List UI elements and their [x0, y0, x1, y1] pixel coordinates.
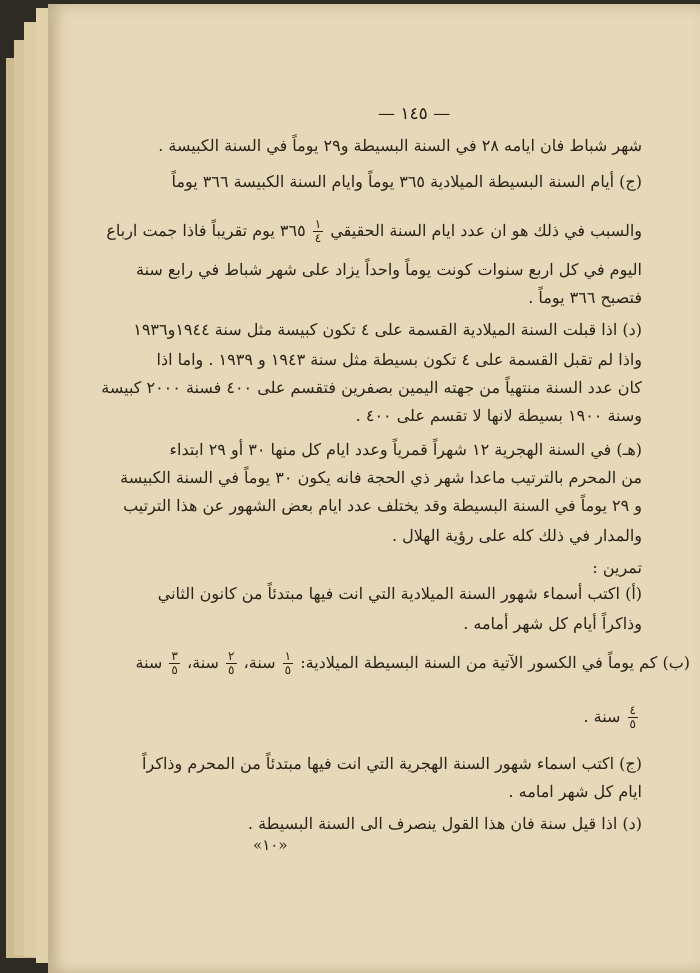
text-line: (د) اذا قيل سنة فان هذا القول ينصرف الى السنة البسيطة . — [247, 814, 642, 833]
text-line — [136, 650, 690, 677]
text-line: و ٢٩ يوماً في السنة البسيطة وقد يختلف عدد ايام بعض الشهور عن هذا الترتيب — [123, 496, 642, 515]
page-number: — ١٤٥ — — [378, 104, 451, 124]
fraction-2-5: $\frac{٢}{٥}$ — [228, 649, 235, 677]
fraction-3-5: $\frac{٣}{٥}$ — [171, 649, 178, 677]
fraction-quarter: $\frac{١}{٤}$ — [314, 217, 322, 245]
text-line: فتصبح ٣٦٦ يوماً . — [528, 288, 642, 307]
text-line: (أ) اكتب أسماء شهور السنة الميلادية التي انت فيها مبتدئاً من كانون الثاني — [157, 584, 642, 603]
text-line: واذا لم تقبل القسمة على ٤ تكون بسيطة مثل سنة ١٩٤٣ و ١٩٣٩ . واما اذا — [156, 350, 642, 369]
signature-mark: «١٠» — [253, 836, 288, 854]
text-line: وسنة ١٩٠٠ بسيطة لانها لا تقسم على ٤٠٠ . — [355, 406, 642, 425]
text-line: شهر شباط فان ايامه ٢٨ في السنة البسيطة و٢٩ يوماً في السنة الكبيسة . — [158, 136, 642, 155]
text-segment: ٣٦٥ يوم تقريباً فاذا جمت ارباع — [106, 221, 306, 240]
text-line: (ج) اكتب اسماء شهور السنة الهجرية التي انت فيها مبتدئاً من المحرم وذاكراً — [142, 754, 642, 773]
text-segment: سنة، — [186, 653, 219, 672]
text-line: ايام كل شهر امامه . — [508, 782, 642, 801]
text-line: (ج) أيام السنة البسيطة الميلادية ٣٦٥ يوماً وايام السنة الكبيسة ٣٦٦ يوماً — [171, 172, 642, 191]
book-page — [48, 4, 700, 973]
text-line: (هـ) في السنة الهجرية ١٢ شهراً قمرياً وعدد ايام كل منها ٣٠ أو ٢٩ ابتداء — [169, 440, 642, 459]
fraction-1-5: $\frac{١}{٥}$ — [284, 649, 292, 677]
exercise-heading: تمرين : — [592, 558, 642, 577]
text-line: (د) اذا قبلت السنة الميلادية القسمة على ٤ تكون كبيسة مثل سنة ١٩٤٤و١٩٣٦ — [133, 320, 642, 339]
text-line: من المحرم بالترتيب ماعدا شهر ذي الحجة فانه يكون ٣٠ يوماً في السنة الكبيسة — [120, 468, 642, 487]
text-line — [583, 704, 640, 731]
text-segment: سنة — [135, 653, 163, 672]
text-line: اليوم في كل اربع سنوات كونت يوماً واحداً يزاد على شهر شباط في رابع سنة — [136, 260, 642, 279]
text-segment: سنة، — [243, 653, 276, 672]
text-segment: (ب) كم يوماً في الكسور الآتية من السنة البسيطة الميلادية: — [300, 653, 690, 672]
text-segment: والسبب في ذلك هو ان عدد ايام السنة الحقيقي — [330, 221, 642, 240]
text-line: وذاكراً أيام كل شهر أمامه . — [463, 614, 642, 633]
text-line — [106, 218, 642, 245]
text-line: والمدار في ذلك كله على رؤية الهلال . — [391, 526, 642, 545]
text-segment: سنة . — [583, 707, 621, 726]
text-line: كان عدد السنة منتهياً من جهته اليمين بصفرين فتقسم على ٤٠٠ فسنة ٢٠٠٠ كبيسة — [101, 378, 642, 397]
fraction-4-5: $\frac{٤}{٥}$ — [629, 703, 636, 731]
